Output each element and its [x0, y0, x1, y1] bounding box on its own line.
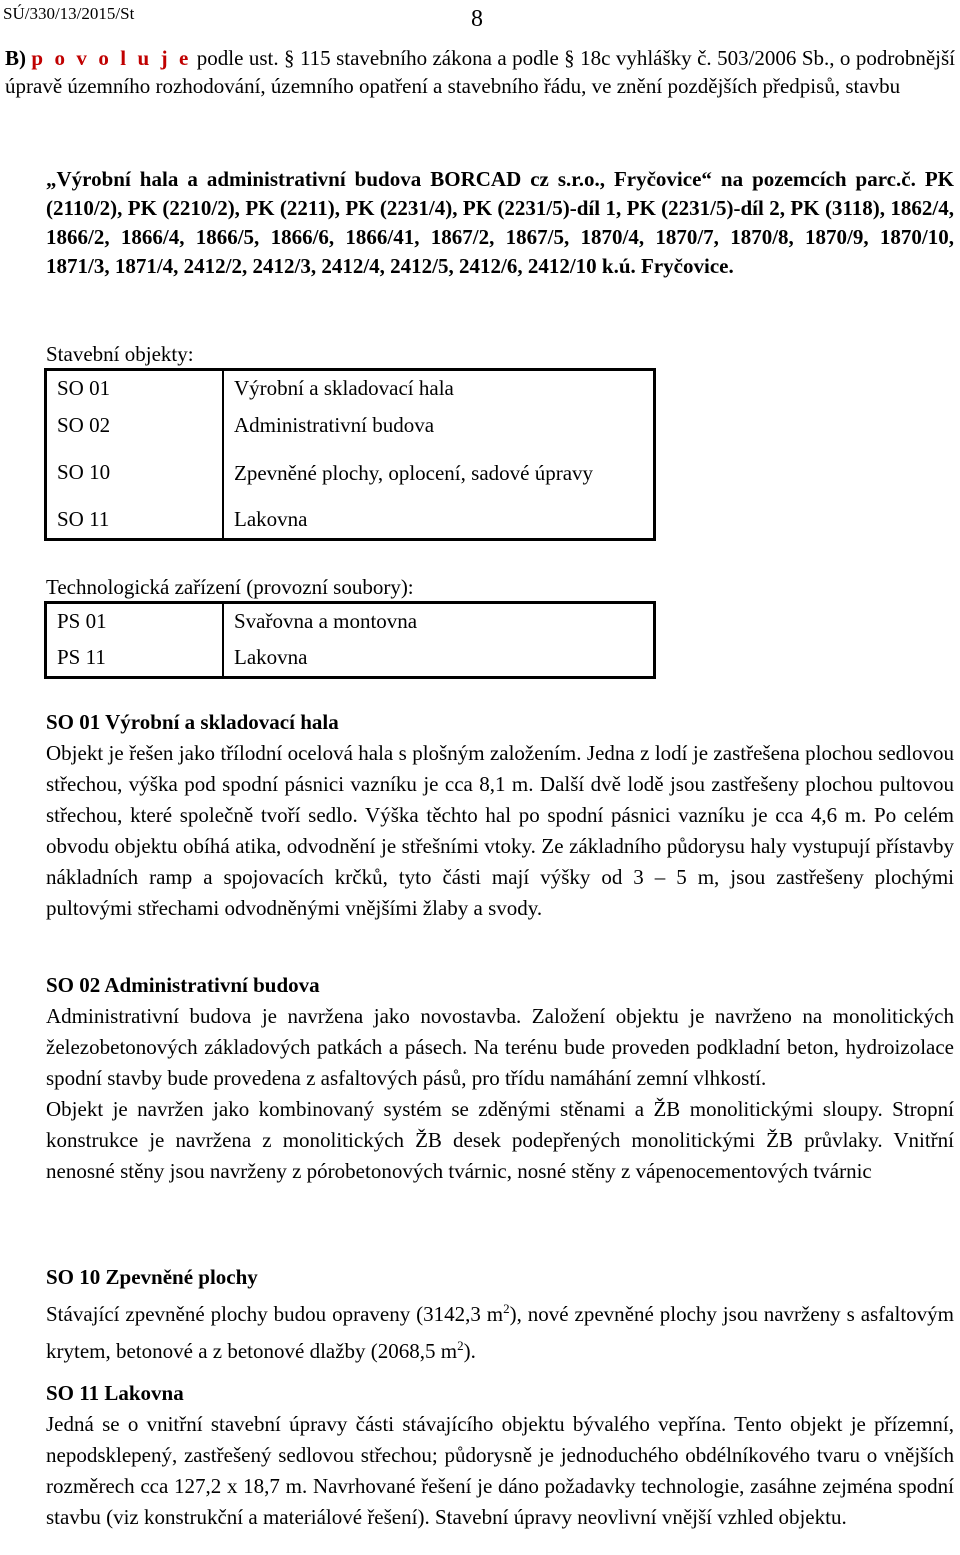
equipment-name: Lakovna — [223, 640, 655, 678]
section-heading: SO 10 Zpevněné plochy — [46, 1265, 258, 1289]
section-so02 — [46, 970, 954, 1187]
tech-equipment-label: Technologická zařízení (provozní soubory): — [46, 575, 414, 599]
superscript: 2 — [503, 1301, 510, 1316]
section-so10 — [46, 1262, 954, 1367]
object-code: SO 11 — [46, 502, 224, 540]
text-part: ), nové zpevněné plochy jsou navrženy s asfaltovým krytem, betonové a z betonové dlažby (2068,5 m — [46, 1302, 954, 1363]
section-heading: SO 02 Administrativní budova — [46, 973, 320, 997]
permit-keyword: p o v o l u j e — [31, 46, 192, 70]
section-text: Jedná se o vnitřní stavební úpravy části stávajícího objektu bývalého vepřína. Tento objekt je přízemní, nepodsklepený, zastřešený sedlovou střechou; půdorysně je jednoduchého obdélníkového tvaru o vnějších rozměrech cca 127,2 x 18,7 m. Navrhované řešení je dáno požadavky technologie, zasáhne zejména spodní stavbu (viz konstrukční a materiálové řešení). Stavební úpravy neovlivní vnější vzhled objektu. — [46, 1412, 954, 1529]
table-row — [46, 640, 655, 678]
superscript: 2 — [457, 1338, 464, 1353]
section-heading: SO 01 Výrobní a skladovací hala — [46, 710, 339, 734]
equipment-name: Svařovna a montovna — [223, 603, 655, 640]
table-row — [46, 502, 655, 540]
table-row — [46, 603, 655, 640]
table-row — [46, 444, 655, 502]
section-so01 — [46, 707, 954, 924]
object-code: SO 02 — [46, 407, 224, 444]
table-row — [46, 370, 655, 407]
section-so11 — [46, 1378, 954, 1533]
page-number: 8 — [471, 6, 483, 32]
section-text — [46, 1293, 954, 1367]
section-text: Objekt je navržen jako kombinovaný systém se zděnými stěnami a ŽB monolitickými sloupy. Stropní konstrukce je navržena z monolitických ŽB desek podepřených monolitickými ŽB průvlaky. Vnitřní nenosné stěny jsou navrženy z pórobetonových tvárnic, nosné stěny z vápenocementových tvárnic — [46, 1097, 954, 1183]
object-code: SO 01 — [46, 370, 224, 407]
building-objects-table — [44, 368, 656, 541]
equipment-code: PS 01 — [46, 603, 224, 640]
object-name: Administrativní budova — [223, 407, 655, 444]
section-heading: SO 11 Lakovna — [46, 1381, 184, 1405]
permit-lead — [5, 44, 955, 100]
section-text: Administrativní budova je navržena jako novostavba. Založení objektu je navrženo na monolitických železobetonových základových patkách a pásech. Na terénu bude proveden podkladní beton, hydroizolace spodní stavby bude provedena z asfaltových pásů, pro třídu namáhání zemní vlhkostí. — [46, 1004, 954, 1090]
document-reference: SÚ/330/13/2015/St — [3, 4, 135, 23]
building-objects-label: Stavební objekty: — [46, 342, 194, 366]
permit-lead-text: podle ust. § 115 stavebního zákona a podle § 18c vyhlášky č. 503/2006 Sb., o podrobnější úpravě územního rozhodování, územního opatření a stavebního řádu, ve znění pozdějších předpisů, stavbu — [5, 46, 955, 98]
object-name: Výrobní a skladovací hala — [223, 370, 655, 407]
object-name: Lakovna — [223, 502, 655, 540]
section-text: Objekt je řešen jako třílodní ocelová hala s plošným založením. Jedna z lodí je zastřešena plochou sedlovou střechou, výška pod spodní pásnici vazníku je cca 8,1 m. Další dvě lodě jsou zastřešeny plochou pultovou střechou, které společně tvoří sedlo. Výška těchto hal po spodní pásnici vazníku je cca 4,6 m. Po celém obvodu objektu obíhá atika, odvodnění je střešními vtoky. Ze základního půdorysu haly vystupují přístavby nákladních ramp a spojovacích krčků, tyto části mají výšky od 3 – 5 m, jsou zastřešeny plochými pultovými střechami odvodněnými vnějšími žlaby a svody. — [46, 741, 954, 920]
table-row — [46, 407, 655, 444]
text-part: ). — [463, 1339, 476, 1363]
permit-prefix: B) — [5, 46, 26, 70]
object-name: Zpevněné plochy, oplocení, sadové úpravy — [223, 444, 655, 502]
tech-equipment-table — [44, 601, 656, 679]
object-code: SO 10 — [46, 444, 224, 502]
equipment-code: PS 11 — [46, 640, 224, 678]
project-description: „Výrobní hala a administrativní budova BORCAD cz s.r.o., Fryčovice“ na pozemcích parc.č. PK (2110/2), PK (2210/2), PK (2211), PK (2231/4), PK (2231/5)-díl 1, PK (2231/5)-díl 2, PK (3118), 1862/4, 1866/2, 1866/4, 1866/5, 1866/6, 1866/41, 1867/2, 1867/5, 1870/4, 1870/7, 1870/8, 1870/9, 1870/10, 1871/3, 1871/4, 2412/2, 2412/3, 2412/4, 2412/5, 2412/6, 2412/10 k.ú. Fryčovice. — [46, 167, 954, 278]
text-part: Stávající zpevněné plochy budou opraveny (3142,3 m — [46, 1302, 504, 1326]
